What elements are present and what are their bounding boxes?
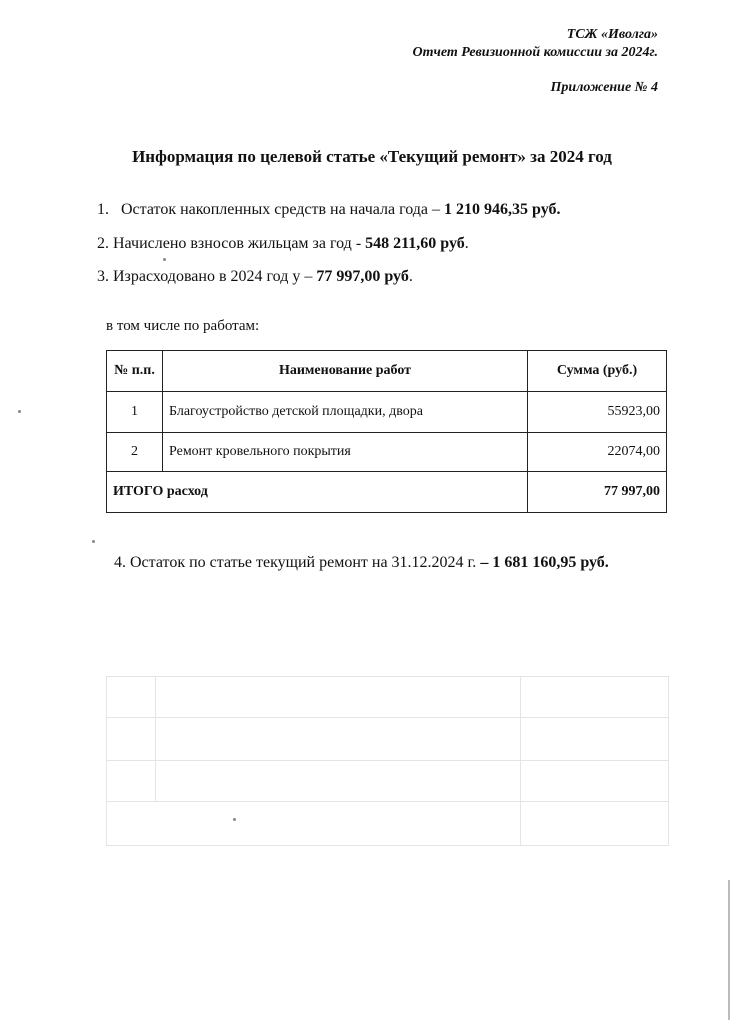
item-3-suffix: .	[408, 268, 413, 285]
item-3-text: Израсходовано в 2024 год у –	[113, 268, 317, 285]
row-sum: 55923,00	[528, 392, 667, 433]
table-row	[107, 433, 667, 472]
scan-speck	[233, 818, 236, 821]
item-3-value: 77 997,00 руб	[316, 268, 409, 285]
scan-speck	[92, 540, 95, 543]
item-1	[97, 201, 561, 219]
scan-edge-mark	[728, 880, 730, 1020]
document-title: Информация по целевой статье «Текущий ремонт» за 2024 год	[132, 147, 612, 166]
table-row	[107, 392, 667, 433]
item-2-text: Начислено взносов жильцам за год -	[113, 235, 366, 252]
item-3-number: 3.	[97, 268, 109, 285]
total-value: 77 997,00	[528, 472, 667, 513]
item-3	[97, 268, 413, 286]
item-4-number: 4.	[114, 554, 126, 571]
works-subheading: в том числе по работам:	[106, 318, 260, 334]
item-4-value: – 1 681 160,95 руб.	[480, 554, 609, 571]
works-table	[106, 350, 667, 513]
item-2-value: 548 211,60 руб	[365, 235, 465, 252]
scan-speck	[163, 258, 166, 261]
row-sum: 22074,00	[528, 433, 667, 472]
report-title: Отчет Ревизионной комиссии за 2024г.	[412, 45, 658, 60]
total-label: ИТОГО расход	[107, 472, 528, 513]
organization-name: ТСЖ «Иволга»	[566, 27, 658, 42]
appendix-label: Приложение № 4	[550, 80, 658, 95]
item-1-value: 1 210 946,35 руб.	[444, 201, 561, 218]
row-work-name: Ремонт кровельного покрытия	[163, 433, 528, 472]
item-2	[97, 235, 469, 253]
scan-speck	[18, 410, 21, 413]
row-work-name: Благоустройство детской площадки, двора	[163, 392, 528, 433]
item-1-number: 1.	[97, 201, 109, 218]
item-4-text: Остаток по статье текущий ремонт на 31.12.2024 г.	[130, 554, 481, 571]
bleed-through-ghost-table	[106, 676, 669, 846]
row-number: 2	[107, 433, 163, 472]
header-number: № п.п.	[107, 351, 163, 392]
table-header-row	[107, 351, 667, 392]
table-total-row	[107, 472, 667, 513]
item-2-suffix: .	[464, 235, 469, 252]
header-work-name: Наименование работ	[163, 351, 528, 392]
row-number: 1	[107, 392, 163, 433]
item-4	[114, 554, 609, 572]
item-2-number: 2.	[97, 235, 109, 252]
header-sum: Сумма (руб.)	[528, 351, 667, 392]
item-1-text: Остаток накопленных средств на начала года –	[121, 201, 445, 218]
